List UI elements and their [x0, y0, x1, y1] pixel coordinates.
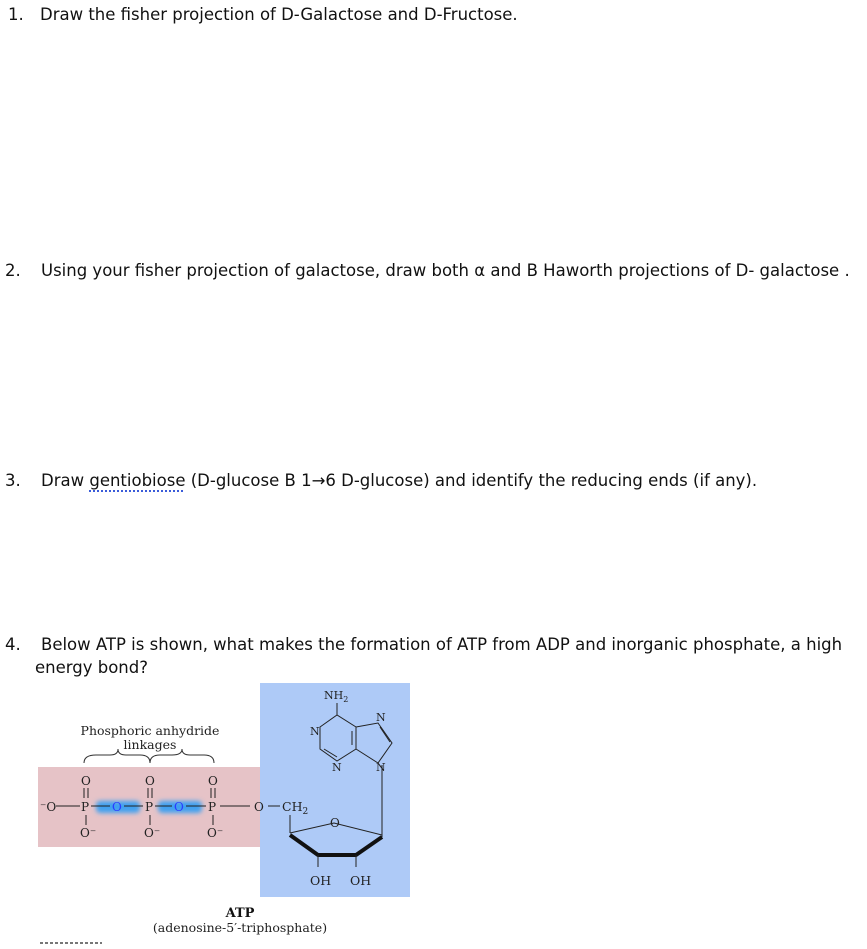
atp-subtitle: (adenosine-5′-triphosphate) [152, 920, 328, 935]
svg-text:N: N [310, 725, 320, 738]
svg-text:NH2: $NH_2$ [324, 689, 349, 704]
svg-text:P: P [81, 800, 90, 814]
question-4 [5, 633, 842, 679]
atp-title: ATP [225, 906, 255, 921]
svg-text:O: O [254, 800, 264, 814]
question-2 [5, 259, 850, 282]
svg-text:O: O [112, 800, 122, 814]
svg-text:O: O [208, 774, 218, 788]
question-number: 2. [5, 261, 21, 280]
svg-text:O⁻: O⁻ [207, 826, 224, 840]
linkage-label-2: linkages [123, 737, 177, 752]
question-number: 4. [5, 635, 21, 654]
svg-text:N: N [376, 711, 386, 724]
svg-text:⁻O: ⁻O [40, 800, 57, 814]
svg-text:O⁻: O⁻ [144, 826, 161, 840]
question-number: 1. [8, 5, 24, 24]
linkage-label: Phosphoric anhydride [80, 723, 220, 738]
question-text: Draw the fisher projection of D-Galactose and D-Fructose. [40, 5, 518, 24]
question-text-cont: (D-glucose Β 1→6 D-glucose) and identify the reducing ends (if any). [185, 471, 758, 490]
svg-text:O: O [330, 816, 340, 830]
gentiobiose-term: gentiobiose [89, 471, 186, 490]
question-text: Draw [41, 471, 90, 490]
oh-label-1: OH [310, 873, 332, 888]
svg-text:N: N [332, 761, 342, 774]
svg-text:O⁻: O⁻ [80, 826, 97, 840]
question-3 [5, 469, 757, 492]
ch2-label: $CH_2$ [282, 799, 309, 817]
adenosine-box [260, 683, 410, 897]
svg-text:O: O [145, 774, 155, 788]
svg-text:P: P [208, 800, 217, 814]
svg-text:P: P [145, 800, 154, 814]
atp-structure-figure [0, 675, 867, 949]
question-text-line2: energy bond? [35, 658, 148, 677]
question-text: Below ATP is shown, what makes the formation of ATP from ADP and inorganic phosphate, a high [41, 635, 843, 654]
svg-text:O: O [174, 800, 184, 814]
svg-text:O: O [81, 774, 91, 788]
svg-text:N: N [376, 761, 386, 774]
oh-label-2: OH [350, 873, 372, 888]
question-text: Using your fisher projection of galactose, draw both α and Β Haworth projections of D- galactose . [41, 261, 850, 280]
question-1 [8, 3, 518, 26]
question-number: 3. [5, 471, 21, 490]
